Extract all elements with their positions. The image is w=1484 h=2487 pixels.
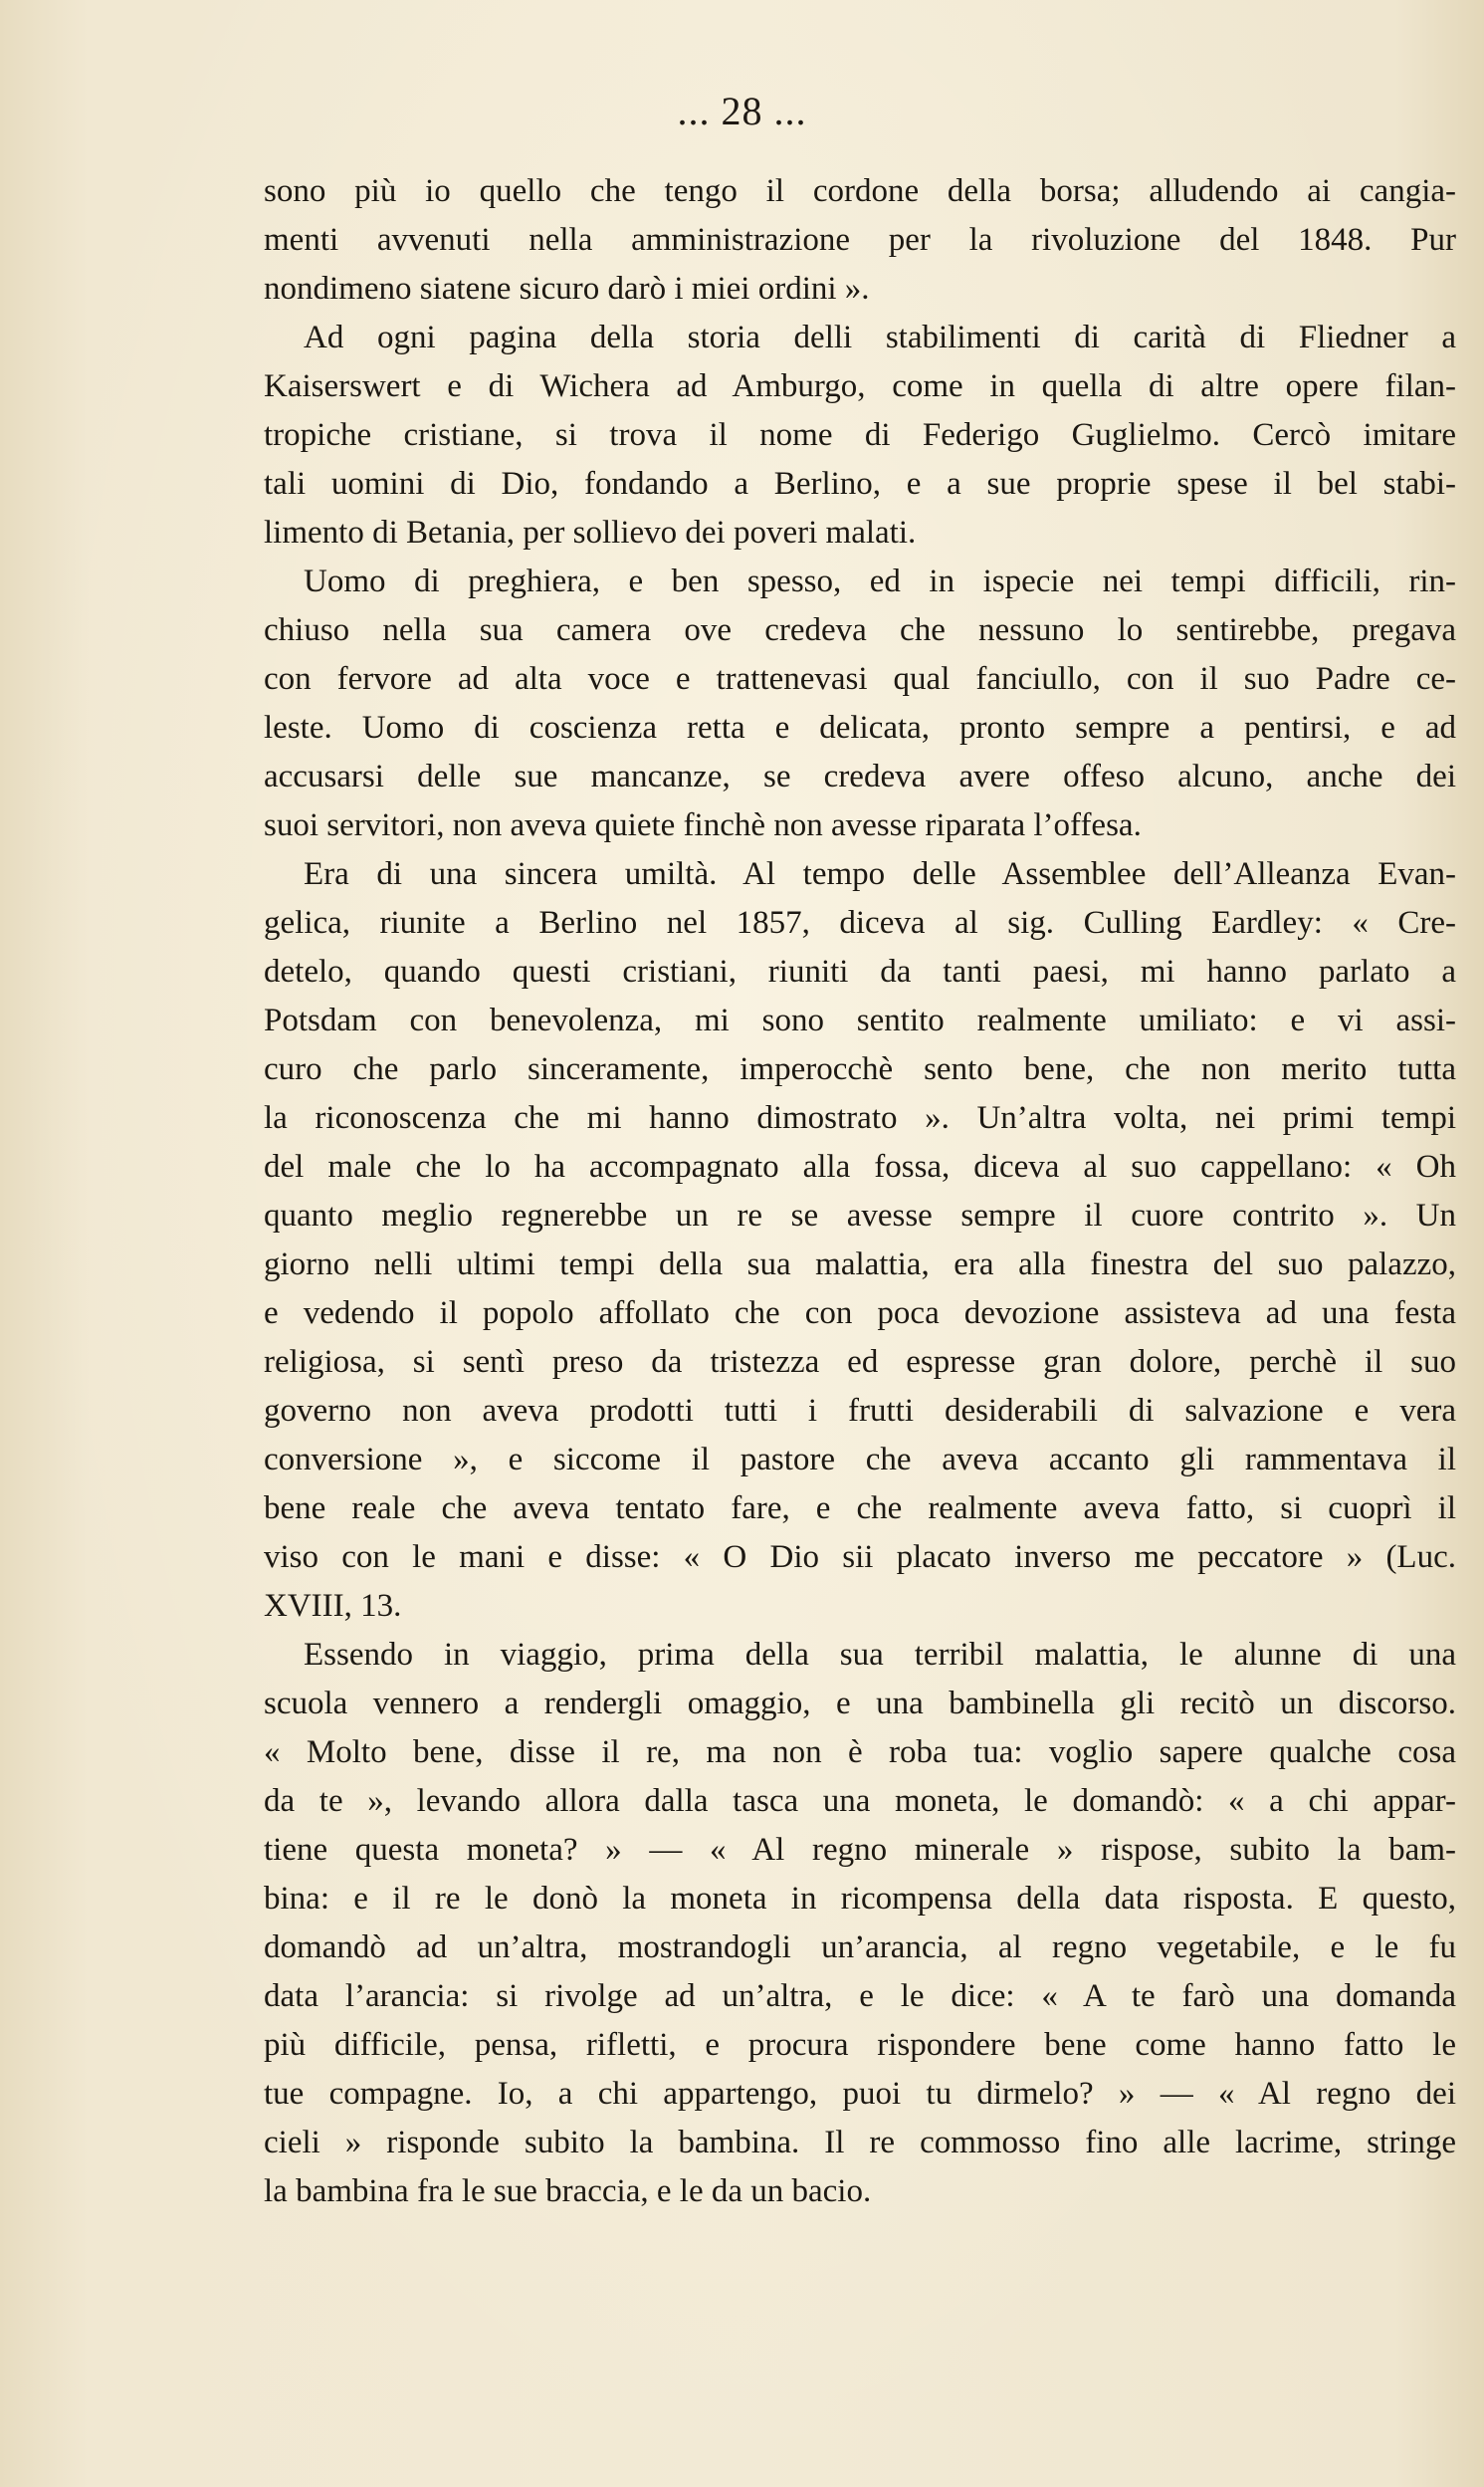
text-line: gelica, riunite a Berlino nel 1857, diceva al sig. Culling Eardley: « Cre- xyxy=(264,905,1456,941)
text-line: « Molto bene, disse il re, ma non è roba tua: voglio sapere qualche cosa xyxy=(264,1734,1456,1770)
text-line: Uomo di preghiera, e ben spesso, ed in ispecie nei tempi difficili, rin- xyxy=(304,564,1456,599)
text-line: la riconoscenza che mi hanno dimostrato ». Un’altra volta, nei primi tempi xyxy=(264,1100,1456,1136)
text-line: Kaiserswert e di Wichera ad Amburgo, come in quella di altre opere filan- xyxy=(264,368,1456,404)
text-line: detelo, quando questi cristiani, riuniti da tanti paesi, mi hanno parlato a xyxy=(264,954,1456,990)
text-line: Era di una sincera umiltà. Al tempo delle Assemblee dell’Alleanza Evan- xyxy=(304,856,1456,892)
text-line: tropiche cristiane, si trova il nome di Federigo Guglielmo. Cercò imitare xyxy=(264,417,1456,453)
text-line: viso con le mani e disse: « O Dio sii placato inverso me peccatore » (Luc. xyxy=(264,1539,1456,1575)
text-line: data l’arancia: si rivolge ad un’altra, e le dice: « A te farò una domanda xyxy=(264,1978,1456,2014)
text-line: XVIII, 13. xyxy=(264,1588,402,1624)
text-line: accusarsi delle sue mancanze, se credeva avere offeso alcuno, anche dei xyxy=(264,759,1456,794)
text-line: curo che parlo sinceramente, imperocchè sento bene, che non merito tutta xyxy=(264,1051,1456,1087)
text-line: tue compagne. Io, a chi appartengo, puoi tu dirmelo? » — « Al regno dei xyxy=(264,2076,1456,2112)
text-line: giorno nelli ultimi tempi della sua malattia, era alla finestra del suo palazzo, xyxy=(264,1246,1456,1282)
text-line: chiuso nella sua camera ove credeva che nessuno lo sentirebbe, pregava xyxy=(264,612,1456,648)
text-line: governo non aveva prodotti tutti i frutti desiderabili di salvazione e vera xyxy=(264,1393,1456,1429)
text-line: leste. Uomo di coscienza retta e delicata, pronto sempre a pentirsi, e ad xyxy=(264,710,1456,746)
text-line: e vedendo il popolo affollato che con poca devozione assisteva ad una festa xyxy=(264,1295,1456,1331)
text-line: sono più io quello che tengo il cordone della borsa; alludendo ai cangia- xyxy=(264,173,1456,209)
text-line: da te », levando allora dalla tasca una moneta, le domandò: « a chi appar- xyxy=(264,1783,1456,1819)
text-line: più difficile, pensa, rifletti, e procura rispondere bene come hanno fatto le xyxy=(264,2027,1456,2063)
text-line: bina: e il re le donò la moneta in ricompensa della data risposta. E questo, xyxy=(264,1881,1456,1917)
text-line: tiene questa moneta? » — « Al regno minerale » rispose, subito la bam- xyxy=(264,1832,1456,1868)
text-line: domandò ad un’altra, mostrandogli un’arancia, al regno vegetabile, e le fu xyxy=(264,1929,1456,1965)
text-line: limento di Betania, per sollievo dei poveri malati. xyxy=(264,515,917,551)
body-text xyxy=(264,167,1456,2216)
text-line: quanto meglio regnerebbe un re se avesse sempre il cuore contrito ». Un xyxy=(264,1198,1456,1234)
text-line: nondimeno siatene sicuro darò i miei ordini ». xyxy=(264,271,870,307)
text-line: la bambina fra le sue braccia, e le da un bacio. xyxy=(264,2173,872,2209)
text-line: tali uomini di Dio, fondando a Berlino, e a sue proprie spese il bel stabi- xyxy=(264,466,1456,502)
text-line: Ad ogni pagina della storia delli stabilimenti di carità di Fliedner a xyxy=(304,320,1456,355)
text-line: menti avvenuti nella amministrazione per la rivoluzione del 1848. Pur xyxy=(264,222,1456,258)
text-line: del male che lo ha accompagnato alla fossa, diceva al suo cappellano: « Oh xyxy=(264,1149,1456,1185)
text-line: religiosa, si sentì preso da tristezza ed espresse gran dolore, perchè il suo xyxy=(264,1344,1456,1380)
text-line: conversione », e siccome il pastore che aveva accanto gli rammentava il xyxy=(264,1442,1456,1477)
text-line: Essendo in viaggio, prima della sua terribil malattia, le alunne di una xyxy=(304,1637,1456,1673)
text-line: Potsdam con benevolenza, mi sono sentito realmente umiliato: e vi assi- xyxy=(264,1003,1456,1038)
text-line: cieli » risponde subito la bambina. Il re commosso fino alle lacrime, stringe xyxy=(264,2125,1456,2160)
text-line: scuola vennero a rendergli omaggio, e una bambinella gli recitò un discorso. xyxy=(264,1686,1456,1721)
text-line: bene reale che aveva tentato fare, e che realmente aveva fatto, si cuoprì il xyxy=(264,1490,1456,1526)
page-number: ... 28 ... xyxy=(677,89,807,133)
text-line: con fervore ad alta voce e trattenevasi qual fanciullo, con il suo Padre ce- xyxy=(264,661,1456,697)
text-line: suoi servitori, non aveva quiete finchè non avesse riparata l’offesa. xyxy=(264,807,1142,843)
